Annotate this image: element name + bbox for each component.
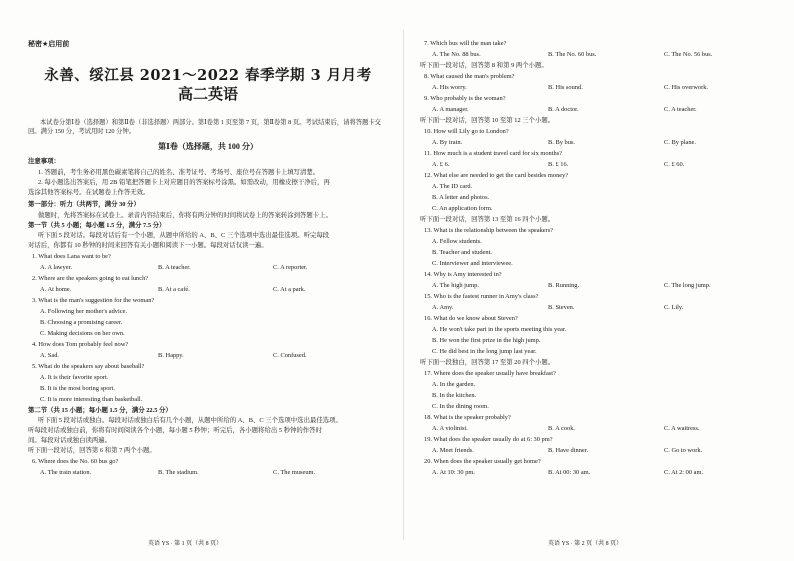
answer-option: C. At 2: 00 am. xyxy=(664,469,704,476)
answer-option: A. Meet friends. xyxy=(432,447,474,454)
answer-option: B. £ 16. xyxy=(548,161,569,168)
answer-option: B. The stadium. xyxy=(158,469,199,476)
intro-paragraph: 本试卷分第Ⅰ卷（选择题）和第Ⅱ卷（非选择题）两部分。第Ⅰ卷第 1 页至第 7 页，第Ⅱ卷第 8 页。考试结束后，请将答题卡交回。满分 150 分，考试用时 120 分钟。 xyxy=(28,119,381,135)
section1-desc: 做题时，先将答案标在试卷上。录音内容结束后，你将有两分钟的时间将试卷上的答案转涂到答题卡上。 xyxy=(38,212,332,219)
answer-option: A. £ 6. xyxy=(432,161,450,168)
answer-option: B. Happy. xyxy=(158,352,184,359)
answer-option: C. A waitress. xyxy=(664,425,700,432)
answer-option: A. At 10: 30 pm. xyxy=(432,469,475,476)
answer-option: A. He won't take part in the sports meeting this year. xyxy=(432,326,567,333)
passage-intro: 听下面一段对话，回答第 10 至第 12 三个小题。 xyxy=(420,117,555,124)
question-stem: 16. What do we know about Steven? xyxy=(424,315,518,322)
answer-option: C. The museum. xyxy=(273,469,316,476)
answer-option: C. Confused. xyxy=(273,352,307,359)
answer-option: C. By plane. xyxy=(664,139,696,146)
answer-option: A. A lawyer. xyxy=(40,264,72,271)
question-stem: 19. What does the speaker usually do at 6: 30 pm? xyxy=(424,436,553,443)
answer-option: C. £ 60. xyxy=(664,161,685,168)
section2-desc: 听下面一段对话，回答第 6 和第 7 两个小题。 xyxy=(28,447,156,454)
question-stem: 4. How does Tom probably feel now? xyxy=(32,341,129,348)
answer-option: B. His sound. xyxy=(548,84,583,91)
answer-option: A. Amy. xyxy=(432,304,454,311)
question-stem: 6. Where does the No. 60 bus go? xyxy=(32,458,119,465)
answer-option: A. Sad. xyxy=(40,352,59,359)
question-stem: 18. What is the speaker probably? xyxy=(424,414,511,421)
question-stem: 5. What do the speakers say about baseball? xyxy=(32,363,145,370)
answer-option: C. Making decisions on her own. xyxy=(40,330,125,337)
answer-option: B. Steven. xyxy=(548,304,575,311)
answer-option: B. Running. xyxy=(548,282,580,289)
answer-option: C. His overwork. xyxy=(664,84,709,91)
section2-desc: 第二节（共 15 小题；每小题 1.5 分，满分 22.5 分） xyxy=(28,407,172,414)
answer-option: C. Go to work. xyxy=(664,447,703,454)
answer-option: C. A reporter. xyxy=(273,264,308,271)
answer-option: C. A teacher. xyxy=(664,106,697,113)
question-stem: 13. What is the relationship between the speakers? xyxy=(424,227,554,234)
answer-option: B. The No. 60 bus. xyxy=(548,51,597,58)
question-stem: 14. Why is Amy interested in? xyxy=(424,271,502,278)
exam-subtitle: 高二英语 xyxy=(177,85,238,103)
answer-option: C. The long jump. xyxy=(664,282,711,289)
intro-text xyxy=(28,118,388,136)
answer-option: B. A cook. xyxy=(548,425,575,432)
answer-option: B. Teacher and student. xyxy=(432,249,492,256)
answer-option: A. It is their favorite sport. xyxy=(40,374,109,381)
section1-desc: 对话后，你都有 10 秒钟的时间来回答有关小题和阅读下一小题。每段对话仅读一遍。 xyxy=(28,242,268,249)
column-divider xyxy=(403,30,404,540)
answer-option: A. Fellow students. xyxy=(432,238,482,245)
answer-option: A. The No. 88 bus. xyxy=(432,51,481,58)
answer-option: B. At 00: 30 am. xyxy=(548,469,591,476)
answer-option: B. A teacher. xyxy=(158,264,191,271)
passage-intro: 听下面一段对话，回答第 8 和第 9 两个小题。 xyxy=(420,62,548,69)
question-stem: 2. Where are the speakers going to eat lunch? xyxy=(32,275,149,282)
answer-option: B. By bus. xyxy=(548,139,575,146)
answer-option: C. Interviewer and interviewee. xyxy=(432,260,513,267)
question-stem: 15. Who is the fastest runner in Amy's class? xyxy=(424,293,539,300)
answer-option: A. The train station. xyxy=(40,469,92,476)
question-stem: 1. What does Lana want to be? xyxy=(32,253,111,260)
section1-heading: 第一部分：听力（共两节，满分 30 分） xyxy=(28,201,140,208)
answer-option: B. Choosing a promising career. xyxy=(40,319,123,326)
section1-desc: 听下面 5 段对话。每段对话后有一个小题，从题中所给的 A、B、C 三个选项中选出最佳选项。听完每段 xyxy=(38,232,330,239)
answer-option: A. Following her mother's advice. xyxy=(40,308,128,315)
answer-option: C. Lily. xyxy=(664,304,684,311)
question-stem: 11. How much is a student travel card for six months? xyxy=(424,150,563,157)
question-stem: 9. Who probably is the woman? xyxy=(424,95,506,102)
section2-desc: 间。每段对话或独白读两遍。 xyxy=(28,437,112,444)
answer-option: A. A manager. xyxy=(432,106,469,113)
right-column xyxy=(420,0,770,561)
answer-option: C. He did best in the long jump last year. xyxy=(432,348,537,355)
confidential-label: 秘密★启用前 xyxy=(28,41,70,48)
answer-option: B. A letter and photos. xyxy=(432,194,490,201)
note-line: 1. 答题前，考生务必用黑色碳素笔将自己的姓名、准考证号、考场号、座位号在答题卡上填写清楚。 xyxy=(38,169,320,176)
answer-option: C. It is more interesting than basketball. xyxy=(40,396,143,403)
question-stem: 7. Which bus will the man take? xyxy=(424,40,507,47)
left-column xyxy=(28,0,388,561)
note-line: 2. 每小题选出答案后，用 2B 铅笔把答题卡上对应题目的答案标号涂黑。如需改动，用橡皮擦干净后，再 xyxy=(38,179,330,186)
question-stem: 20. When does the speaker usually get home? xyxy=(424,458,541,465)
section1-desc: 第一节（共 5 小题；每小题 1.5 分，满分 7.5 分） xyxy=(28,222,166,229)
question-stem: 3. What is the man's suggestion for the woman? xyxy=(32,297,155,304)
page-footer-right: 英语 YS · 第 2 页（共 8 页） xyxy=(548,541,623,547)
answer-option: B. At a café. xyxy=(158,286,190,293)
answer-option: B. It is the most boring sport. xyxy=(40,385,115,392)
answer-option: B. A doctor. xyxy=(548,106,579,113)
answer-option: A. The ID card. xyxy=(432,183,473,190)
section2-desc: 听每段对话或独白前，你将有时间阅读各个小题，每小题 5 秒钟；听完后，各小题将给出 5 秒钟的作答时 xyxy=(28,427,322,434)
answer-option: A. A violinist. xyxy=(432,425,468,432)
question-stem: 10. How will Lily go to London? xyxy=(424,128,509,135)
passage-intro: 听下面一段独白，回答第 17 至第 20 四个小题。 xyxy=(420,359,555,366)
answer-option: B. Have dinner. xyxy=(548,447,589,454)
part1-title: 第Ⅰ卷（选择题，共 100 分） xyxy=(158,142,258,151)
answer-option: A. In the garden. xyxy=(432,381,476,388)
answer-option: A. At home. xyxy=(40,286,72,293)
note-line: 选涂其他答案标号。在试题卷上作答无效。 xyxy=(28,189,150,196)
question-stem: 17. Where does the speaker usually have breakfast? xyxy=(424,370,556,377)
answer-option: A. The high jump. xyxy=(432,282,479,289)
answer-option: C. In the dining room. xyxy=(432,403,489,410)
notes-heading: 注意事项： xyxy=(28,158,60,165)
answer-option: C. The No. 56 bus. xyxy=(664,51,713,58)
answer-option: A. By train. xyxy=(432,139,463,146)
passage-intro: 听下面一段对话，回答第 13 至第 16 四个小题。 xyxy=(420,216,555,223)
answer-option: C. An application form. xyxy=(432,205,493,212)
exam-title: 永善、绥江县 2021～2022 春季学期 3 月月考 xyxy=(44,67,372,84)
question-stem: 12. What else are needed to get the card besides money? xyxy=(424,172,569,179)
answer-option: B. In the kitchen. xyxy=(432,392,477,399)
question-stem: 8. What caused the man's problem? xyxy=(424,73,515,80)
answer-option: B. He won the first prize in the high jump. xyxy=(432,337,541,344)
answer-option: C. At a park. xyxy=(273,286,306,293)
page-footer-left: 英语 YS · 第 1 页（共 8 页） xyxy=(148,541,223,547)
section2-desc: 听下面 5 段对话或独白。每段对话或独白后有几个小题，从题中所给的 A、B、C 三个选项中选出最佳选项。 xyxy=(38,417,342,424)
answer-option: A. His worry. xyxy=(432,84,467,91)
